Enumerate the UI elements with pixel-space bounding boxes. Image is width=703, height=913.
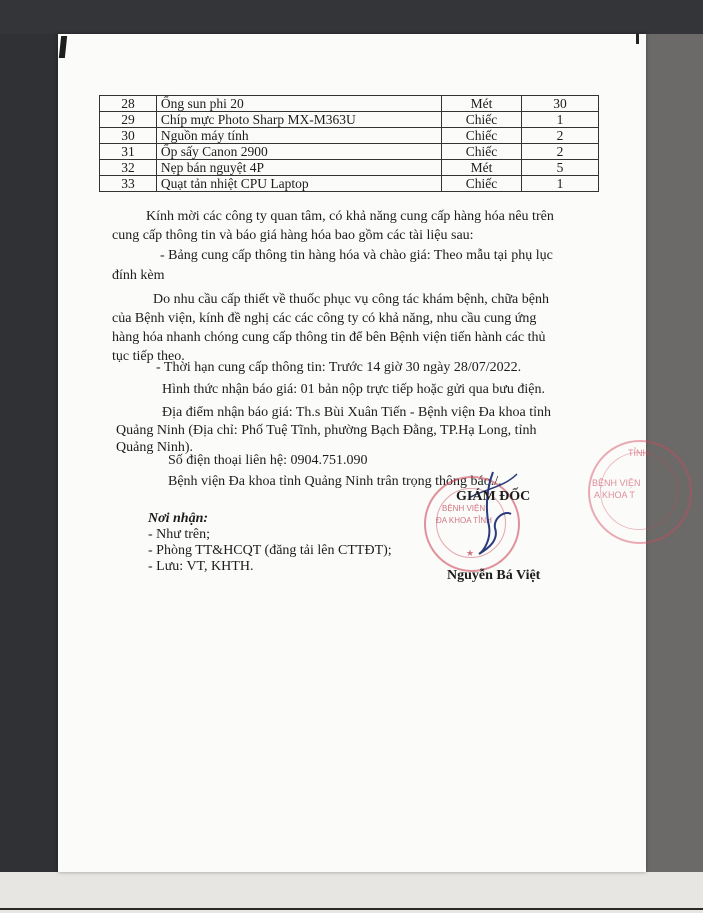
item-quantity: 5 xyxy=(522,160,599,176)
item-quantity: 2 xyxy=(522,144,599,160)
deadline-line: - Thời hạn cung cấp thông tin: Trước 14 giờ 30 ngày 28/07/2022. xyxy=(156,360,522,375)
items-table xyxy=(99,95,599,192)
row-number: 32 xyxy=(100,160,157,176)
phone-line: Số điện thoại liên hệ: 0904.751.090 xyxy=(168,453,368,468)
backdrop-bottom xyxy=(0,872,703,913)
row-number: 33 xyxy=(100,176,157,192)
table-row xyxy=(100,176,599,192)
signer-position: GIÁM ĐỐC xyxy=(456,489,531,504)
row-number: 28 xyxy=(100,96,157,112)
item-unit: Chiếc xyxy=(441,128,521,144)
table-row xyxy=(100,96,599,112)
signature-scribble xyxy=(455,468,525,558)
need-line-2: của Bệnh viện, kính đề nghị các các công ty có khả năng, nhu cầu cung ứng xyxy=(112,311,537,326)
table-row xyxy=(100,144,599,160)
item-unit: Mét xyxy=(441,96,521,112)
item-name: Chíp mực Photo Sharp MX-M363U xyxy=(156,112,441,128)
signer-name: Nguyễn Bá Việt xyxy=(447,568,541,583)
backdrop-top xyxy=(0,0,703,34)
need-line-4: tục tiếp theo. xyxy=(112,349,185,364)
table-row xyxy=(100,112,599,128)
bottom-edge-line xyxy=(0,908,703,910)
method-line: Hình thức nhận báo giá: 01 bản nộp trực tiếp hoặc gửi qua bưu điện. xyxy=(162,382,545,397)
row-number: 30 xyxy=(100,128,157,144)
item-quantity: 1 xyxy=(522,176,599,192)
stamp-partial-right xyxy=(588,440,692,544)
item-quantity: 2 xyxy=(522,128,599,144)
items-table-body xyxy=(100,96,599,192)
item-name: Nguồn máy tính xyxy=(156,128,441,144)
closing-line: Bệnh viện Đa khoa tỉnh Quảng Ninh trân trọng thông báo./. xyxy=(168,474,502,489)
item-unit: Mét xyxy=(441,160,521,176)
need-line-1: Do nhu cầu cấp thiết về thuốc phục vụ công tác khám bệnh, chữa bệnh xyxy=(153,292,549,307)
recipient-item: - Phòng TT&HCQT (đăng tải lên CTTĐT); xyxy=(148,543,392,558)
stamp-star-icon: ★ xyxy=(466,548,475,558)
item-unit: Chiếc xyxy=(441,144,521,160)
stamp-text-1: BỆNH VIỆN xyxy=(442,504,486,513)
need-line-3: hàng hóa nhanh chóng cung cấp thông tin để bên Bệnh viện tiến hành các thủ xyxy=(112,330,546,345)
table-row xyxy=(100,160,599,176)
stamp-text-2: ĐA KHOA TỈNH xyxy=(436,516,492,525)
table-info-line-1: - Bảng cung cấp thông tin hàng hóa và chào giá: Theo mẫu tại phụ lục xyxy=(160,248,553,263)
backdrop-left xyxy=(0,0,62,913)
stamp-partial-text: BỆNH VIỆN xyxy=(592,478,641,488)
invite-line-2: cung cấp thông tin và báo giá hàng hóa bao gồm các tài liệu sau: xyxy=(112,228,474,243)
item-unit: Chiếc xyxy=(441,176,521,192)
recipients-title: Nơi nhận: xyxy=(148,511,209,526)
place-line-1: Địa điểm nhận báo giá: Th.s Bùi Xuân Tiến - Bệnh viện Đa khoa tỉnh xyxy=(162,405,551,420)
table-row xyxy=(100,128,599,144)
item-quantity: 30 xyxy=(522,96,599,112)
recipient-item: - Như trên; xyxy=(148,527,211,542)
item-name: Nẹp bán nguyệt 4P xyxy=(156,160,441,176)
table-info-line-2: đính kèm xyxy=(112,268,165,283)
stamp-partial-text: TỈNH xyxy=(628,448,649,458)
stamp-partial-text: A KHOA T xyxy=(594,490,635,500)
item-name: Ốp sấy Canon 2900 xyxy=(156,144,441,160)
item-quantity: 1 xyxy=(522,112,599,128)
place-line-2: Quảng Ninh (Địa chỉ: Phố Tuệ Tĩnh, phường Bạch Đằng, TP.Hạ Long, tỉnh xyxy=(116,423,537,438)
scan-corner-mark-right xyxy=(636,34,639,44)
row-number: 31 xyxy=(100,144,157,160)
place-line-3: Quảng Ninh). xyxy=(116,440,193,455)
item-unit: Chiếc xyxy=(441,112,521,128)
recipient-item: - Lưu: VT, KHTH. xyxy=(148,559,254,574)
row-number: 29 xyxy=(100,112,157,128)
item-name: Quạt tản nhiệt CPU Laptop xyxy=(156,176,441,192)
invite-line-1: Kính mời các công ty quan tâm, có khả năng cung cấp hàng hóa nêu trên xyxy=(146,209,554,224)
item-name: Ống sun phi 20 xyxy=(156,96,441,112)
